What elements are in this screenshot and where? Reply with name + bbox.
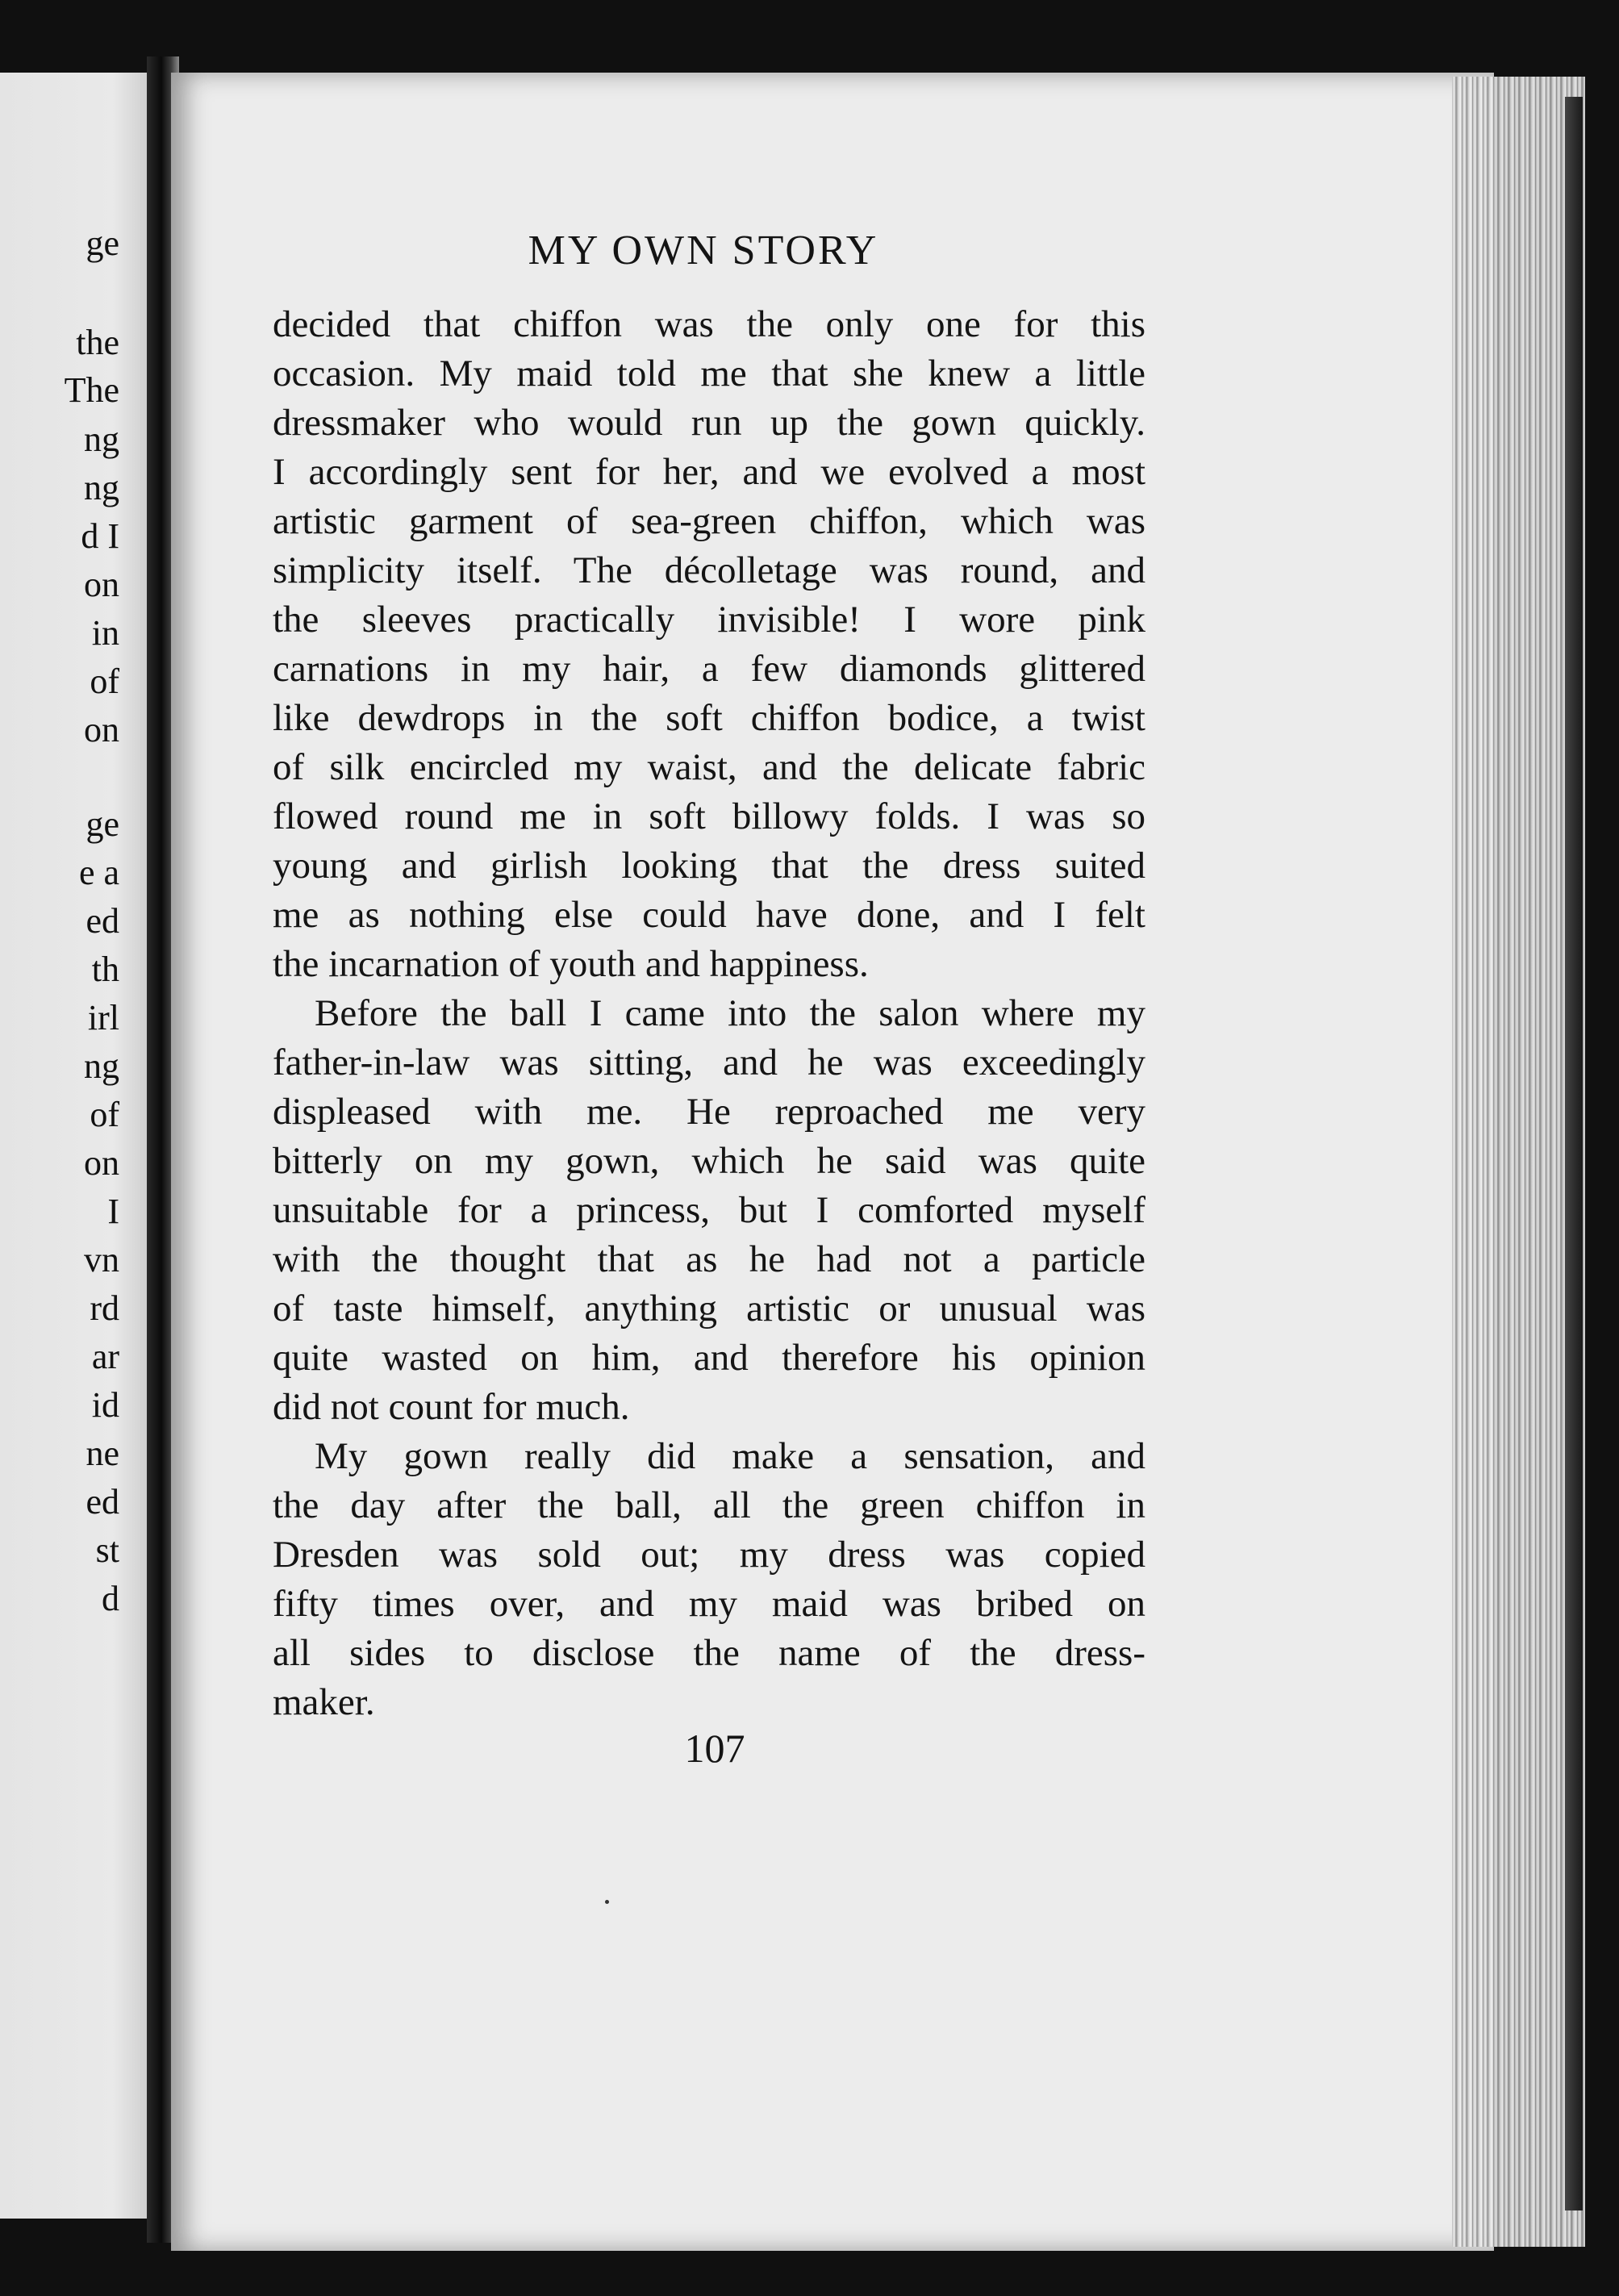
text-line: bitterly on my gown, which he said was quite [273, 1140, 1145, 1182]
text-line: young and girlish looking that the dress suited [273, 845, 1145, 887]
left-page-text-fragment: e a [78, 853, 119, 892]
text-line: Dresden was sold out; my dress was copied [273, 1534, 1145, 1576]
text-line: displeased with me. He reproached me very [273, 1091, 1145, 1133]
text-line: the incarnation of youth and happiness. [273, 943, 869, 985]
left-page-text-fragment: d I [81, 516, 119, 556]
left-page-text-fragment: ge [86, 223, 119, 263]
text-line: father-in-law was sitting, and he was exceedingly [273, 1042, 1145, 1083]
left-page-text-fragment: on [84, 565, 119, 604]
text-line: did not count for much. [273, 1386, 630, 1428]
left-page-text-fragment: on [84, 710, 119, 749]
left-page-text-fragment: on [84, 1143, 119, 1183]
text-line: carnations in my hair, a few diamonds glittered [273, 648, 1145, 690]
text-line: of silk encircled my waist, and the delicate fabric [273, 746, 1145, 788]
left-page-text-fragment: ng [84, 420, 119, 459]
text-line: simplicity itself. The décolletage was round, and [273, 549, 1145, 591]
left-page-text-fragment: d [102, 1579, 119, 1618]
text-line: of taste himself, anything artistic or unusual was [273, 1288, 1145, 1330]
text-line: artistic garment of sea-green chiffon, which was [273, 500, 1145, 542]
text-line: quite wasted on him, and therefore his opinion [273, 1337, 1145, 1379]
left-page-text-fragment: ne [86, 1434, 119, 1473]
left-page-text-fragment: The [64, 370, 119, 410]
text-line: the sleeves practically invisible! I wore pink [273, 599, 1145, 641]
left-page-text-fragment: I [107, 1192, 119, 1231]
text-line: like dewdrops in the soft chiffon bodice, a twist [273, 697, 1145, 739]
left-page-text-fragment: in [91, 613, 119, 653]
previous-page-fragment [0, 73, 161, 2219]
text-line: occasion. My maid told me that she knew a little [273, 353, 1145, 394]
left-page-text-fragment: st [95, 1530, 119, 1570]
text-line: the day after the ball, all the green chiffon in [273, 1484, 1145, 1526]
left-page-text-fragment: id [91, 1385, 119, 1425]
left-page-text-fragment: vn [84, 1240, 119, 1279]
page-number: 107 [684, 1726, 745, 1771]
running-header: MY OWN STORY [528, 228, 879, 273]
left-page-text-fragment: ar [91, 1337, 119, 1376]
scan-speck [605, 1900, 609, 1904]
left-page-text-fragment: of [90, 1095, 119, 1134]
left-page-text-fragment: ed [86, 901, 119, 941]
left-page-text-fragment: ng [84, 468, 119, 507]
left-page-text-fragment: the [76, 323, 119, 362]
text-line: decided that chiffon was the only one for this [273, 303, 1145, 345]
text-line: dressmaker who would run up the gown quickly. [273, 402, 1145, 444]
left-page-text-fragment: of [90, 662, 119, 701]
text-line: maker. [273, 1681, 375, 1723]
left-page-text-fragment: ed [86, 1482, 119, 1522]
body-text [273, 300, 1145, 1727]
left-page-text-fragment: ge [86, 804, 119, 844]
text-line: me as nothing else could have done, and I felt [273, 894, 1145, 936]
text-line: flowed round me in soft billowy folds. I was so [273, 795, 1145, 837]
text-line: Before the ball I came into the salon where my [315, 992, 1145, 1034]
left-page-text-fragment: th [91, 950, 119, 989]
left-page-text-fragment: ng [84, 1046, 119, 1086]
text-line: unsuitable for a princess, but I comforted myself [273, 1189, 1145, 1231]
book-cover-edge [1565, 97, 1583, 2210]
text-line: fifty times over, and my maid was bribed on [273, 1583, 1145, 1625]
left-page-text-fragment: rd [90, 1288, 119, 1328]
left-page-text-fragment: irl [87, 998, 119, 1037]
text-line: all sides to disclose the name of the dress- [273, 1632, 1145, 1674]
text-line: My gown really did make a sensation, and [315, 1435, 1145, 1477]
text-line: with the thought that as he had not a particle [273, 1238, 1145, 1280]
text-line: I accordingly sent for her, and we evolved a most [273, 451, 1145, 493]
